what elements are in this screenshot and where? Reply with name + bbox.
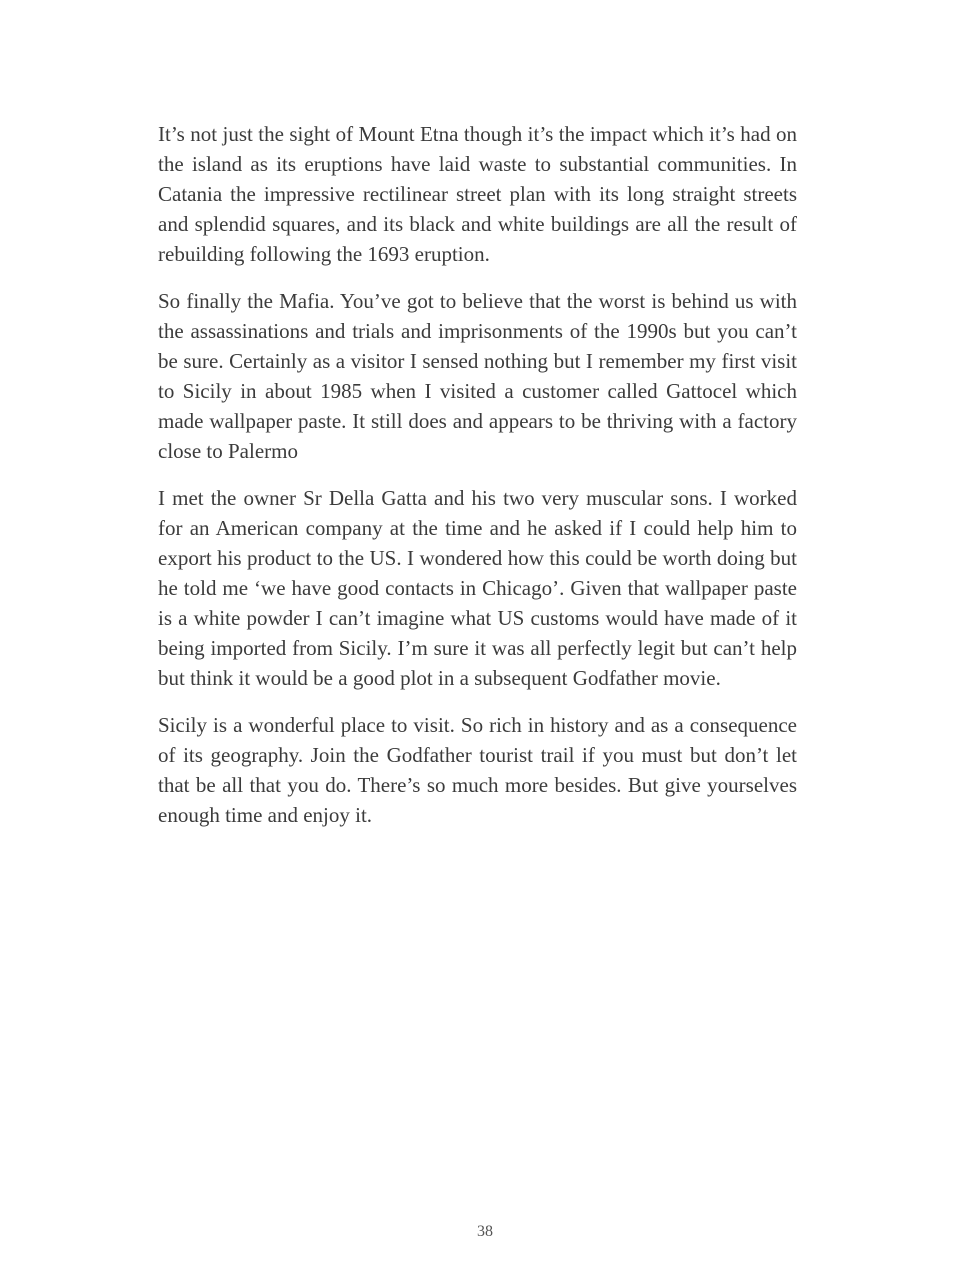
paragraph-mafia: So finally the Mafia. You’ve got to believe that the worst is behind us with the assassinations and trials and imprisonments of the 1990s but you can’t be sure. Certainly as a visitor I sensed nothing but I remember my first visit to Sicily in about 1985 when I visited a customer called Gattocel which made wallpaper paste. It still does and appears to be thriving with a factory close to Palermo <box>158 289 797 463</box>
paragraph-conclusion: Sicily is a wonderful place to visit. So rich in history and as a consequence of its geography. Join the Godfather tourist trail if you must but don’t let that be all that you do. There’s so much more besides. But give yourselves enough time and enjoy it. <box>158 713 797 827</box>
paragraph-della-gatta: I met the owner Sr Della Gatta and his two very muscular sons. I worked for an American company at the time and he asked if I could help him to export his product to the US. I wondered how this could be worth doing but he told me ‘we have good contacts in Chicago’. Given that wallpaper paste is a white powder I can’t imagine what US customs would have made of it being imported from Sicily. I’m sure it was all perfectly legit but can’t help but think it would be a good plot in a subsequent Godfather movie. <box>158 486 797 690</box>
body-text <box>158 119 797 847</box>
paragraph-mount-etna: It’s not just the sight of Mount Etna though it’s the impact which it’s had on the island as its eruptions have laid waste to substantial communities. In Catania the impressive rectilinear street plan with its long straight streets and splendid squares, and its black and white buildings are all the result of rebuilding following the 1693 eruption. <box>158 122 797 266</box>
page-number: 38 <box>477 1223 493 1240</box>
